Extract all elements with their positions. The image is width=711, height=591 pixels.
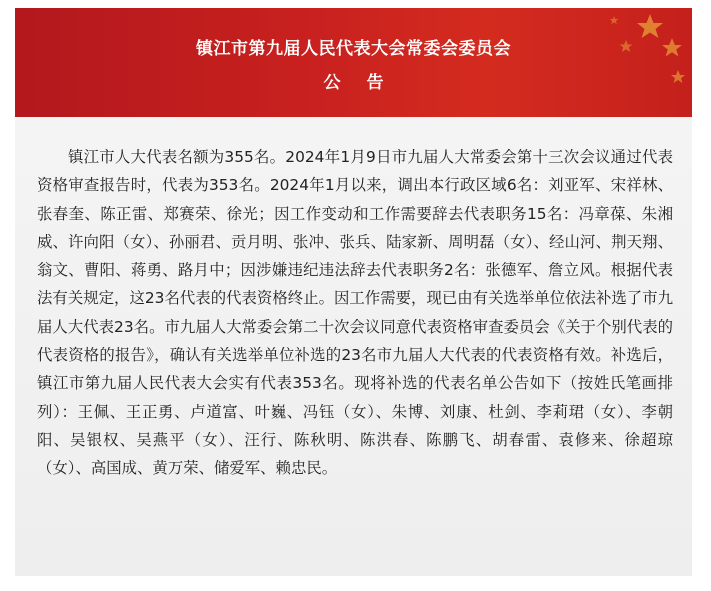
page-subtitle: 公 告 <box>323 73 394 93</box>
header-banner <box>15 8 692 117</box>
page-title: 镇江市第九届人民代表大会常委会委员会 <box>196 39 511 59</box>
decorative-stars-icon <box>522 8 692 117</box>
notice-body-text: 镇江市人大代表名额为355名。2024年1月9日市九届人大常委会第十三次会议通过代表资格审查报告时，代表为353名。2024年1月以来，调出本行政区域6名：刘亚军、宋祥林、张春奎、陈正雷、郑赛荣、徐光；因工作变动和工作需要辞去代表职务15名：冯章葆、朱湘威、许向阳（女）、孙丽君、贡月明、张冲、张兵、陆家新、周明磊（女）、经山河、荆天翔、翁文、曹阳、蒋勇、路月中；因涉嫌违纪违法辞去代表职务2名：张德军、詹立风。根据代表法有关规定，这23名代表的代表资格终止。因工作需要，现已由有关选举单位依法补选了市九届人大代表23名。市九届人大常委会第二十次会议同意代表资格审查委员会《关于个别代表的代表资格的报告》，确认有关选举单位补选的23名市九届人大代表的代表资格有效。补选后，镇江市第九届人民代表大会实有代表353名。现将补选的代表名单公告如下（按姓氏笔画排列）：王佩、王正勇、卢道富、叶巍、冯钰（女）、朱博、刘康、杜剑、李莉珺（女）、李朝阳、吴银权、吴燕平（女）、汪行、陈秋明、陈洪春、陈鹏飞、胡春雷、袁修来、徐超琼（女）、高国成、黄万荣、储爱军、赖忠民。 <box>37 148 673 478</box>
star-icon <box>610 16 619 24</box>
star-icon <box>637 14 663 38</box>
notice-panel <box>15 117 692 576</box>
